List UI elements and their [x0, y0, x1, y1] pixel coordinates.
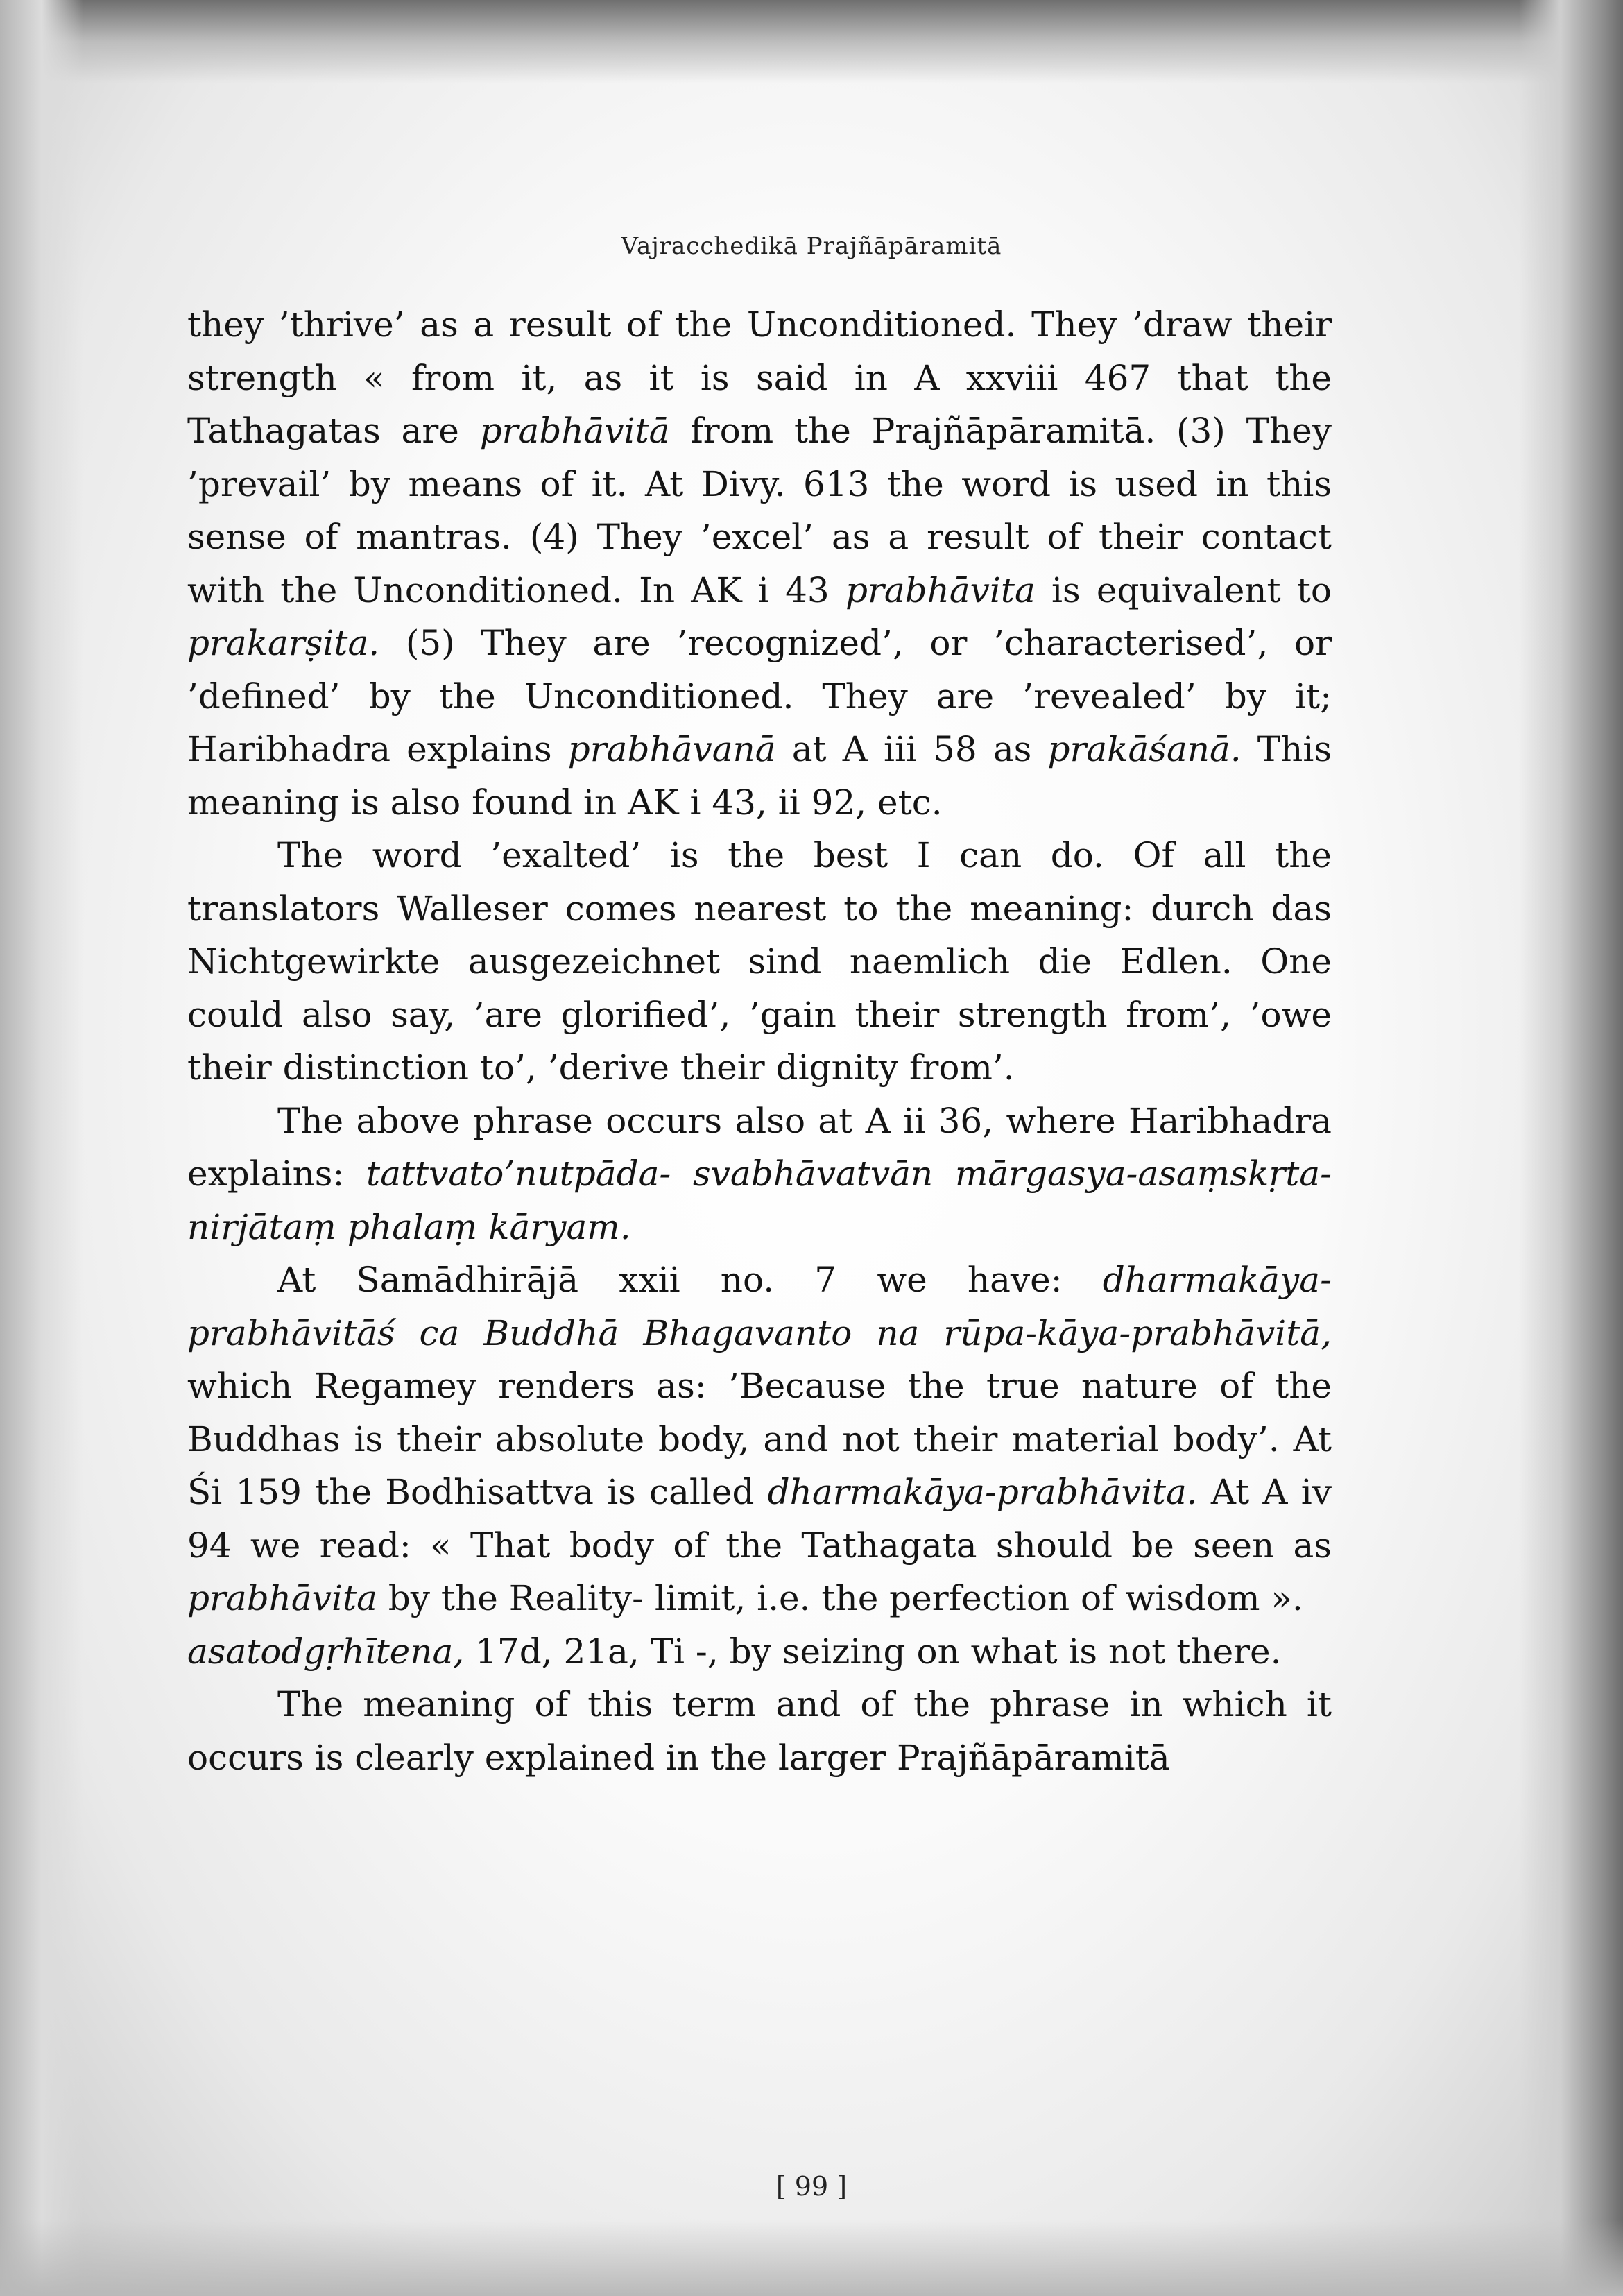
scan-shadow-right — [1519, 0, 1623, 2296]
page-number: [ 99 ] — [775, 2171, 848, 2202]
paragraph-3: The above phrase occurs also at A ii 36, where Haribhadra explains: tattvato’nutpāda- svabhāvatvān mārgasya-asaṃskṛta-nirjātaṃ phalaṃ kāryam. — [187, 1100, 1332, 1247]
glossary-entry: asatodgṛhītena, 17d, 21a, Ti -, by seizing on what is not there. — [187, 1631, 1282, 1672]
paragraph-1: they ’thrive’ as a result of the Unconditioned. They ’draw their strength « from it, as it is said in A xxviii 467 that the Tathagatas are prabhāvitā from the Prajñāpāramitā. (3) They ’prevail’ by means of it. At Divy. 613 the word is used in this sense of mantras. (4) They ’excel’ as a result of their contact with the Unconditioned. In AK i 43 prabhāvita is equivalent to prakarṣita. (5) They are ’recognized’, or ’characterised’, or ’defined’ by the Unconditioned. They are ’revealed’ by it; Haribhadra explains prabhāvanā at A iii 58 as prakāśanā. This meaning is also found in AK i 43, ii 92, etc. — [187, 305, 1332, 823]
paragraph-4: At Samādhirājā xxii no. 7 we have: dharmakāya-prabhāvitāś ca Buddhā Bhagavanto na rūpa-kāya-prabhāvitā, which Regamey renders as: ’Because the true nature of the Buddhas is their absolute body, and not their material body’. At Śi 159 the Bodhisattva is called dharmakāya-prabhāvita. At A iv 94 we read: « That body of the Tathagata should be seen as prabhāvita by the Reality- limit, i.e. the perfection of wisdom ». — [187, 1260, 1332, 1618]
body-text — [187, 298, 1332, 1784]
paragraph-2: The word ’exalted’ is the best I can do. Of all the translators Walleser comes nearest to the meaning: durch das Nichtgewirkte ausgezeichnet sind naemlich die Edlen. One could also say, ’are glorified’, ’gain their strength from’, ’owe their distinction to’, ’derive their dignity from’. — [187, 835, 1332, 1088]
scan-shadow-left — [0, 0, 83, 2296]
paragraph-5: The meaning of this term and of the phrase in which it occurs is clearly explained in the larger Prajñāpāramitā — [187, 1684, 1332, 1778]
entry-headword: asatodgṛhītena, — [187, 1631, 465, 1672]
running-head: Vajracchedikā Prajñāpāramitā — [621, 232, 1002, 260]
scan-shadow-top — [0, 0, 1623, 83]
scan-shadow-bottom — [0, 2220, 1623, 2296]
